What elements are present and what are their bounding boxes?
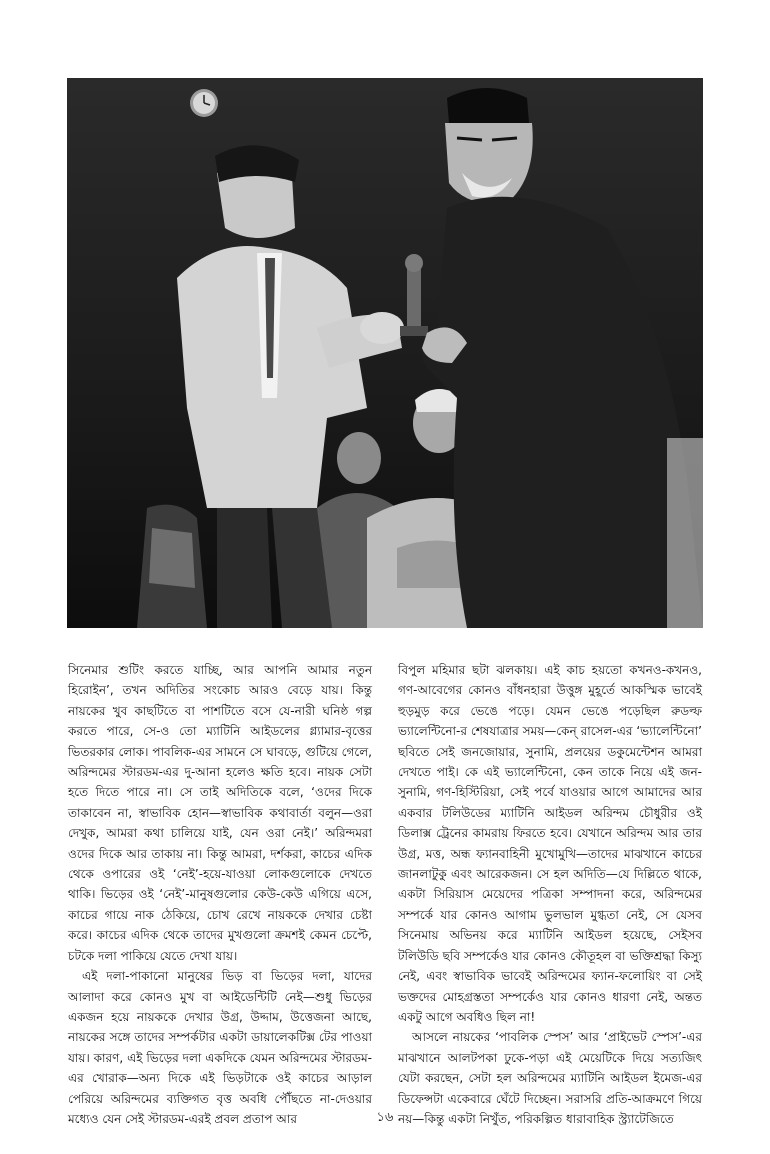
wall-clock [190,89,218,117]
text-column-left [68,660,372,1129]
paragraph: এই দলা-পাকানো মানুষের ভিড় বা ভিড়ের দলা, যাদের আলাদা করে কোনও মুখ বা আইডেন্টিটি নেই—শুধু ভিড়ের একজন হয়ে নায়ককে দেখার উগ্র, উদ্দাম, উত্তেজনা আছে, নায়কের সঙ্গে তাদের সম্পর্কটার একটা ডায়ালেকটিক্স টের পাওয়া যায়। কারণ, এই ভিড়ের দলা একদিকে যেমন অরিন্দমের স্টারডম-এর খোরাক—অন্য দিকে এই ভিড়টাকে ওই কাচের আড়াল পেরিয়ে অরিন্দমের ব্যক্তিগত বৃত্ত অবধি পৌঁছতে না-দেওয়ার মধ্যেও যেন সেই স্টারডম-এরই প্রবল প্রতাপ আর [68,969,372,1126]
award-photograph [67,78,703,628]
page-number: ১৬ [376,1110,394,1125]
paragraph: আসলে নায়কের ‘পাবলিক স্পেস’ আর ‘প্রাইভেট স্পেস’-এর মাঝখানে আলটপকা ঢুকে-পড়া এই মেয়েটিকে দিয়ে সত্যজিৎ যেটা করছেন, সেটা হল অরিন্দমের ম্যাটিনি আইডল ইমেজ-এর ডিফেন্সটা একেবারে ঘেঁটে দিচ্ছেন। সরাসরি প্রতি-আক্রমণে গিয়ে নয়—কিন্তু একটা নিখুঁত, পরিকল্পিত ধারাবাহিক স্ট্র্যাটেজিতে [398,1030,702,1126]
photo-illustration [67,78,703,628]
text-column-right [398,660,702,1129]
paragraph: সিনেমার শুটিং করতে যাচ্ছি, আর আপনি আমার নতুন হিরোইন’, তখন অদিতির সংকোচ আরও বেড়ে যায়। কিন্তু নায়কের খুব কাছটিতে বা পাশটিতে বসে যে-নারী ঘনিষ্ঠ গল্প করতে পারে, সে-ও তো ম্যাটিনি আইডলের গ্ল্যামার-বৃত্তের ভিতরকার লোক। পাবলিক-এর সামনে সে ঘাবড়ে, গুটিয়ে গেলে, অরিন্দমের স্টারডম-এর দু-আনা হলেও ক্ষতি হবে। নায়ক সেটা হতে দিতে পারে না। সে তাই অদিতিকে বলে, ‘ওদের দিকে তাকাবেন না, স্বাভাবিক হোন—স্বাভাবিক কথাবার্তা বলুন—ওরা দেখুক, আমরা কথা চালিয়ে যাই, যেন ওরা নেই।’ অরিন্দমরা ওদের দিকে আর তাকায় না। কিন্তু আমরা, দর্শকরা, কাচের এদিক থেকে ওপারের ওই ‘নেই’-হয়ে-যাওয়া লোকগুলোকে দেখতে থাকি। ভিড়ের ওই ‘নেই’-মানুষগুলোর কেউ-কেউ এগিয়ে এসে, কাচের গায়ে নাক ঠেকিয়ে, চোখ রেখে নায়ককে দেখার চেষ্টা করে। কাচের এদিক থেকে তাদের মুখগুলো ক্রমশই কেমন চেপ্টে, চটকে দলা পাকিয়ে যেতে দেখা যায়। [68,663,372,963]
paragraph: বিপুল মহিমার ছটা ঝলকায়। এই কাচ হয়তো কখনও-কখনও, গণ-আবেগের কোনও বাঁধনহারা উত্তুঙ্গ মুহূর্তে আকস্মিক ভাবেই হুড়মুড় করে ভেঙে পড়ে। যেমন ভেঙে পড়েছিল রুডল্ফ ভ্যালেন্টিনো-র শেষযাত্রার সময়—কেন্ রাসেল-এর ‘ভ্যালেন্টিনো’ ছবিতে সেই জনজোয়ার, সুনামি, প্রলয়ের ডকুমেন্টেশন আমরা দেখতে পাই। কে এই ভ্যালেন্টিনো, কেন তাকে নিয়ে এই জন-সুনামি, গণ-হিস্টিরিয়া, সেই পর্বে যাওয়ার আগে আমাদের আর একবার টলিউডের ম্যাটিনি আইডল অরিন্দম চৌধুরীর ওই ডিলাক্স ট্রেনের কামরায় ফিরতে হবে। যেখানে অরিন্দম আর তার উগ্র, মত্ত, অন্ধ ফ্যানবাহিনী মুখোমুখি—তাদের মাঝখানে কাচের জানলাটুকু এবং আরেকজন। সে হল অদিতি—যে দিল্লিতে থাকে, একটা সিরিয়াস মেয়েদের পত্রিকা সম্পাদনা করে, অরিন্দমের সম্পর্কে যার কোনও আগাম ভুলভাল মুগ্ধতা নেই, সে যেসব সিনেমায় অভিনয় করে ম্যাটিনি আইডল হয়েছে, সেইসব টলিউডি ছবি সম্পর্কেও যার কোনও কৌতূহল বা ভক্তিশ্রদ্ধা কিস্যু নেই, এবং স্বাভাবিক ভাবেই অরিন্দমের ফ্যান-ফলোয়িং বা সেই ভক্তদের মোহগ্রস্ততা সম্পর্কেও যার কোনও ধারণা নেই, অন্তত একটু আগে অবধিও ছিল না! [398,663,702,1024]
